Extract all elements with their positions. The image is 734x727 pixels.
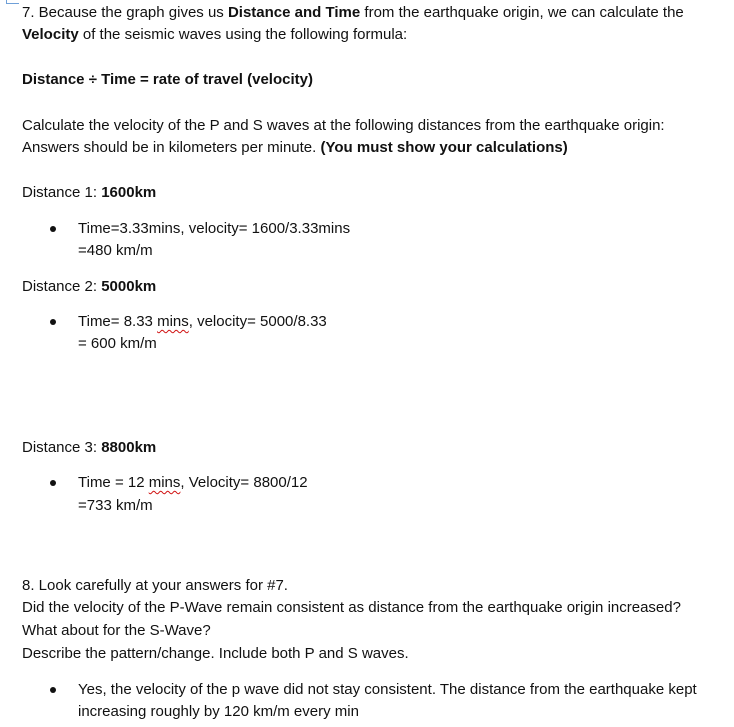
q8-answer-line-2: [78, 702, 359, 722]
q7-velocity-bold: Velocity: [22, 26, 79, 43]
distance-3-heading: [22, 438, 156, 458]
distance-label: Distance 1:: [22, 184, 102, 201]
q7-intro-text-end: from the earthquake origin, we can calculate the: [360, 4, 684, 21]
distance-1-heading: [22, 183, 156, 203]
answer-text-end: , Velocity= 8800/12: [180, 474, 308, 491]
distance-label: Distance 2:: [22, 278, 102, 295]
q7-intro-line-1: [22, 3, 684, 23]
answer-text: Time = 12: [78, 474, 149, 491]
formula-text: Distance ÷ Time = rate of travel (velocity): [22, 71, 313, 88]
answer-text-end: , velocity= 5000/8.33: [188, 313, 327, 330]
answer-result: =733 km/m: [78, 497, 153, 514]
distance-1-answer-line-2: [78, 241, 153, 261]
bullet-icon: [50, 480, 56, 486]
q8-text: Did the velocity of the P-Wave remain consistent as distance from the earthquake origin increased?: [22, 599, 681, 616]
distance-2-answer-line-1: [78, 312, 327, 332]
distance-label: Distance 3:: [22, 439, 102, 456]
page-corner-mark: [6, 0, 19, 4]
q8-line-2: [22, 598, 681, 618]
q7-intro-bold: Distance and Time: [227, 4, 361, 21]
q7-instructions-line-2: [22, 138, 568, 158]
bullet-icon: [50, 687, 56, 693]
q8-answer-line-1: [78, 680, 697, 700]
q7-intro-text-2: of the seismic waves using the following formula:: [78, 26, 408, 43]
q8-text: 8. Look carefully at your answers for #7.: [22, 577, 288, 594]
q8-answer-text: Yes, the velocity of the p wave did not stay consistent. The distance from the earthquake kept: [78, 681, 697, 698]
answer-text: Time=3.33mins, velocity= 1600/3.33mins: [78, 220, 351, 237]
distance-1-answer-line-1: [78, 219, 350, 239]
answer-result: = 600 km/m: [78, 335, 157, 352]
q8-line-3: [22, 621, 211, 641]
q8-line-4: [22, 644, 409, 664]
instructions-text: Calculate the velocity of the P and S waves at the following distances from the earthquake origin:: [22, 117, 665, 134]
q8-answer-text: increasing roughly by 120 km/m every min: [78, 703, 359, 720]
distance-value: 8800km: [101, 439, 157, 456]
bullet-icon: [50, 226, 56, 232]
distance-3-answer-line-2: [78, 496, 153, 516]
spellcheck-word: mins: [157, 313, 189, 330]
q7-formula: [22, 70, 313, 90]
spellcheck-word: mins: [148, 474, 181, 491]
q7-instructions-line-1: [22, 116, 665, 136]
q8-line-1: [22, 576, 288, 596]
bullet-icon: [50, 319, 56, 325]
q8-text: Describe the pattern/change. Include both P and S waves.: [22, 645, 409, 662]
distance-3-answer-line-1: [78, 473, 308, 493]
distance-value: 5000km: [101, 278, 157, 295]
instructions-bold: (You must show your calculations): [320, 139, 568, 156]
q8-text: What about for the S-Wave?: [22, 622, 211, 639]
distance-2-answer-line-2: [78, 334, 157, 354]
instructions-text-2: Answers should be in kilometers per minute.: [22, 139, 321, 156]
distance-value: 1600km: [101, 184, 157, 201]
q7-intro-text: 7. Because the graph gives us: [22, 4, 228, 21]
q7-intro-line-2: [22, 25, 407, 45]
answer-result: =480 km/m: [78, 242, 153, 259]
distance-2-heading: [22, 277, 156, 297]
answer-text: Time= 8.33: [78, 313, 158, 330]
